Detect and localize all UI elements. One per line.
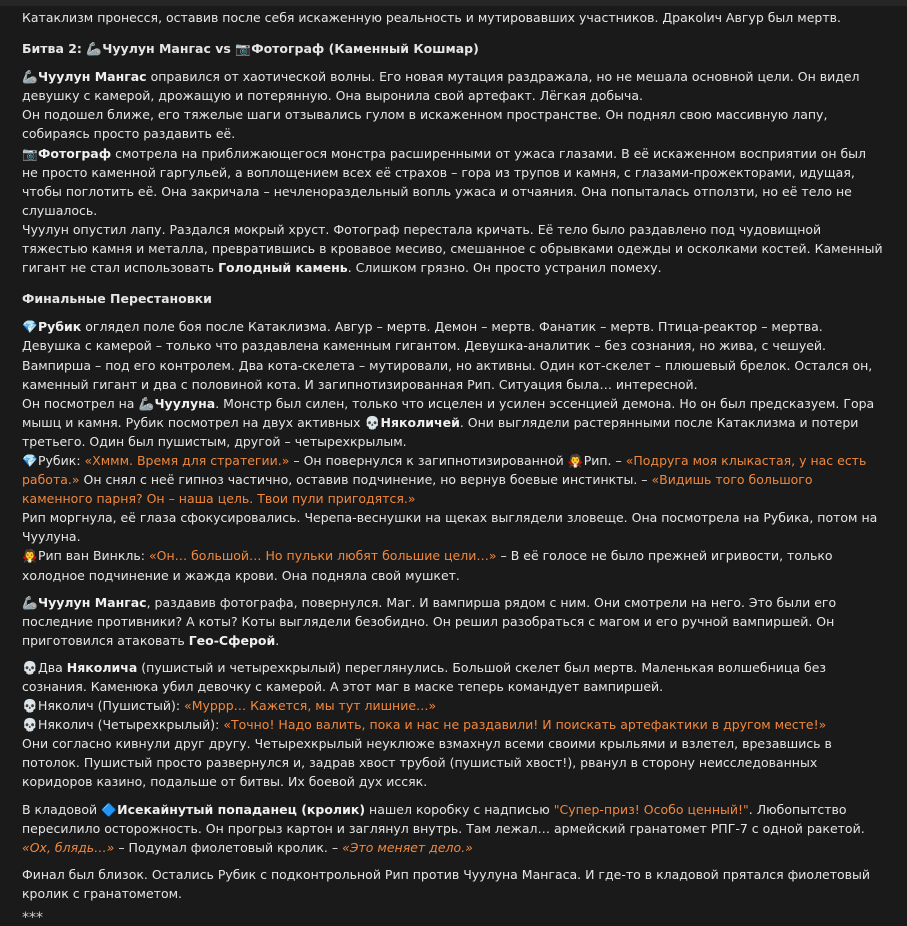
diamond-icon: 💎 [22, 452, 38, 468]
final-p10: Они согласно кивнули друг другу. Четырехкрылый неуклюже взмахнул всеми своими крыльями и взлетел, врезавшись в потолок. Пушистый просто развернулся и, задрав хвост трубой (пушистый хвост!), рванул в сторону неисследованных коридоров казино, подальше от битвы. Их боевой дух иссяк. [22, 736, 832, 790]
paragraph-cataclysm: Катаклизм пронесся, оставив после себя искаженную реальность и мутировавших участников. Дракоlич Авгур был мертв. [22, 10, 841, 25]
claw-icon: 🦾 [138, 395, 155, 411]
battle2-para3: 📷Фотограф смотрела на приближающегося монстра расширенными от ужаса глазами. В её искаженном восприятии он был не просто каменной гаргульей, а воплощением всех её страхов – гора из трупов и камня, с глазами-прожекторами, идущая, чтобы поглотить её. Она закричала – нечленораздельный вопль ужаса и отчаяния. Она попыталась отползти, но её тело не слушалось. [22, 145, 867, 218]
final-p6: 🦾Чуулун Мангас, раздавив фотографа, повернулся. Маг. И вампирша рядом с ним. Они смотрели на него. Это были его последние противники? А коты? Коты выглядели безобидно. Он решил разобраться с магом и его ручной вампиршей. Он приготовился атаковать Гео-Сферой. [22, 594, 837, 648]
top-toolbar-edge [0, 0, 907, 6]
claw-icon: 🦾 [86, 41, 102, 57]
vampire-icon: 🧛 [22, 548, 38, 564]
final-heading: Финальные Перестановки [22, 291, 212, 307]
final-p8: 💀Няколич (Пушистый): «Муррр… Кажется, мы тут лишние…» [22, 696, 884, 715]
battle2-para2: Он подошел ближе, его тяжелые шаги отзывались гулом в искаженном пространстве. Он поднял свою массивную лапу, собираясь просто раздавить её. [22, 107, 828, 142]
vampire-icon: 🧛 [567, 452, 584, 468]
final-p1: 💎Рубик оглядел поле боя после Катаклизма. Авгур – мертв. Демон – мертв. Фанатик – мертв. Птица-реактор – мертва. Девушка с камерой – только что раздавлена каменным гигантом. Девушка-аналитик – без сознания, но жива, с чешуей. Вампирша – под его контролем. Два кота-скелета – мутировали, но активны. Один кот-скелет – плюшевый брелок. Остался он, каменный гигант и два с половиной кота. И загипнотизированная Рип. Ситуация была… интересной. [22, 319, 873, 392]
final-p4: Рип моргнула, её глаза сфокусировались. Черепа-веснушки на щеках выглядели зловеще. Она посмотрела на Рубика, потом на Чуулуна. [22, 510, 878, 545]
message-content [22, 8, 884, 925]
diamond-icon: 💎 [22, 319, 38, 335]
claw-icon: 🦾 [22, 69, 38, 85]
battle2-para4: Чуулун опустил лапу. Раздался мокрый хруст. Фотограф перестала кричать. Её тело было раздавлено под чудовищной тяжестью камня и металла, превратившись в кровавое месиво, смешанное с обрывками одежды и осколками костей. Каменный гигант не стал использовать Голодный камень. Слишком грязно. Он просто устранил помеху. [22, 221, 883, 276]
claw-icon: 🦾 [22, 594, 38, 610]
final-p2: Он посмотрел на 🦾Чуулуна. Монстр был силен, только что исцелен и усилен эссенцией демона. Но он был предсказуем. Гора мышц и камня. Рубик посмотрел на двух активных 💀Няколичей. Они выглядели растерянными после Катаклизма и потери третьего. Один был пушистым, другой – четырехкрылым. [22, 395, 875, 449]
final-p11: В кладовой 🔷Исекайнутый попаданец (кролик) нашел коробку с надписью "Супер-приз! Особо ценный!". Любопытство пересилило осторожность. Он прогрыз картон и заглянул внутрь. Там лежал… армейский гранатомет РПГ-7 с одной ракетой. «Ох, блядь…» – Подумал фиолетовый кролик. – «Это меняет дело.» [22, 801, 865, 855]
battle2-para1: 🦾Чуулун Мангас оправился от хаотической волны. Его новая мутация раздражала, но не мешала основной цели. Он видел девушку с камерой, дрожащую и потерянную. Она выронила свой артефакт. Лёгкая добыча. [22, 69, 860, 104]
skull-icon: 💀 [22, 698, 38, 714]
final-p9: 💀Няколич (Четырехкрылый): «Точно! Надо валить, пока и нас не раздавили! И поискать артефактики в другом месте!» [22, 715, 884, 734]
battle2-heading: Битва 2: 🦾Чуулун Мангас vs 📷Фотограф (Каменный Кошмар) [22, 39, 884, 58]
final-p7: 💀Два Няколича (пушистый и четырехкрылый) переглянулись. Большой скелет был мертв. Маленькая волшебница без сознания. Каменюка убил девочку с камерой. А этот маг в маске теперь командует вампиршей. [22, 659, 827, 694]
final-p3: 💎Рубик: «Хммм. Время для стратегии.» – Он повернулся к загипнотизированной 🧛Рип. – «Подруга моя клыкастая, у нас есть работа.» Он снял с неё гипноз частично, оставив подчинение, но вернув боевые инстинкты. – «Видишь того большого каменного парня? Он – наша цель. Твои пули пригодятся.» [22, 452, 867, 507]
skull-icon: 💀 [22, 717, 38, 733]
skull-icon: 💀 [364, 414, 381, 430]
rabbit-icon: 🔷 [101, 801, 117, 817]
skull-icon: 💀 [22, 659, 38, 675]
camera-icon: 📷 [235, 41, 251, 57]
final-p12: Финал был близок. Остались Рубик с подконтрольной Рип против Чуулуна Мангаса. И где-то в кладовой прятался фиолетовый кролик с гранатометом. [22, 866, 871, 901]
camera-icon: 📷 [22, 145, 38, 161]
final-p5: 🧛Рип ван Винкль: «Он… большой… Но пульки любят большие цели…» – В её голосе не было прежней игривости, только холодное подчинение и жажда крови. Она подняла свой мушкет. [22, 548, 833, 583]
separator: *** [22, 910, 43, 926]
